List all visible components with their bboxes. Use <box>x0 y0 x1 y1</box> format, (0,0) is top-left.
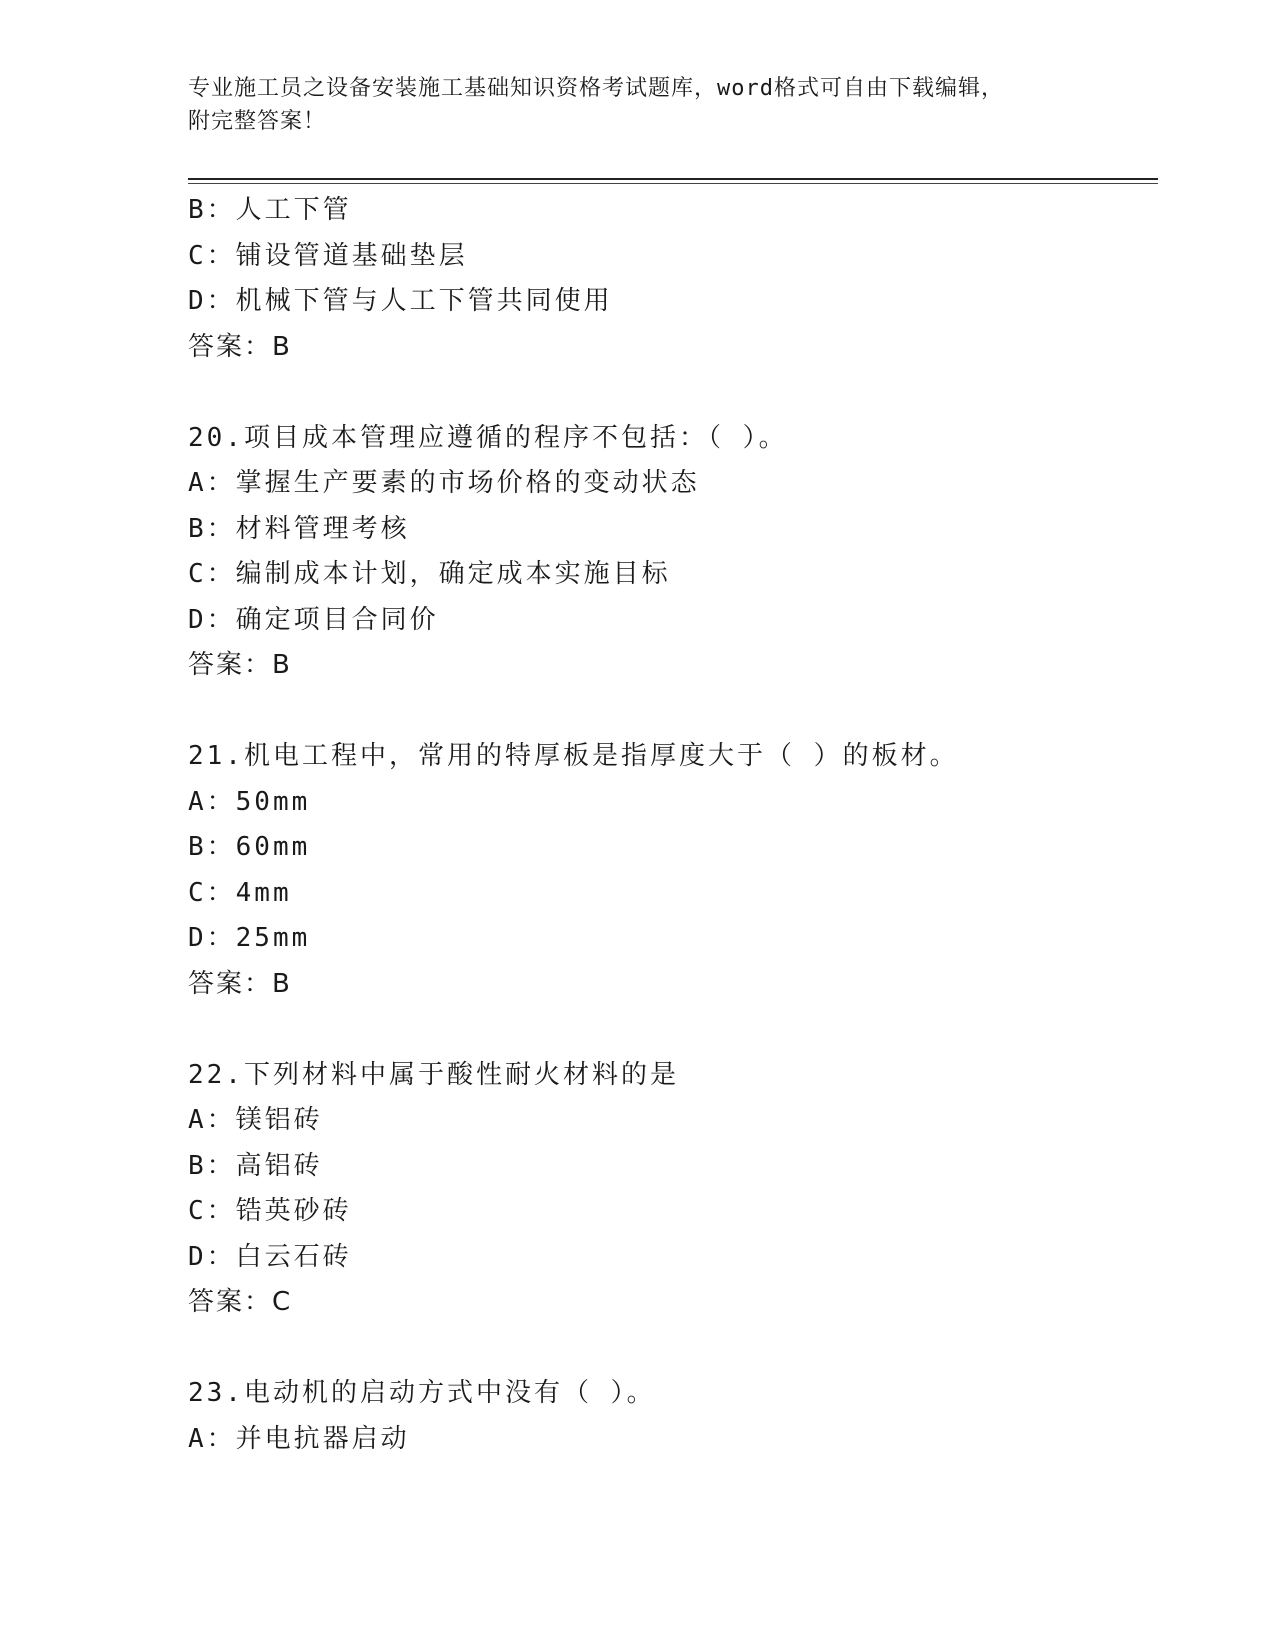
header-divider-thick <box>188 178 1158 180</box>
answer-line: 答案：B <box>188 968 292 999</box>
option-a: A：50mm <box>188 786 311 817</box>
option-c: C：铺设管道基础垫层 <box>188 240 468 271</box>
option-a: A：镁铝砖 <box>188 1105 323 1135</box>
question-stem: 22.下列材料中属于酸性耐火材料的是 <box>188 1059 679 1090</box>
question-23-partial <box>188 1371 1158 1462</box>
answer-line: 答案：B <box>188 331 292 362</box>
answer-line: 答案：C <box>188 1287 293 1317</box>
option-d: D：白云石砖 <box>188 1241 352 1272</box>
answer-line: 答案：B <box>188 650 292 680</box>
question-list <box>188 188 1158 1462</box>
header-divider-thin <box>188 183 1158 184</box>
spacer <box>188 689 1158 735</box>
question-22 <box>188 1053 1158 1326</box>
question-19-partial <box>188 188 1158 370</box>
option-d: D：确定项目合同价 <box>188 604 439 635</box>
option-c: C：锆英砂砖 <box>188 1196 352 1226</box>
question-stem: 21.机电工程中，常用的特厚板是指厚度大于（ ）的板材。 <box>188 741 959 771</box>
option-b: B：人工下管 <box>188 195 352 225</box>
question-stem: 20.项目成本管理应遵循的程序不包括：（ ）。 <box>188 422 788 453</box>
option-b: B：材料管理考核 <box>188 513 410 544</box>
option-c: C：编制成本计划，确定成本实施目标 <box>188 559 671 589</box>
header-line-2: 附完整答案！ <box>188 109 327 134</box>
option-d: D：25mm <box>188 923 311 953</box>
option-a: A：掌握生产要素的市场价格的变动状态 <box>188 468 700 498</box>
header-line-1: 专业施工员之设备安装施工基础知识资格考试题库，word格式可自由下载编辑， <box>188 76 1004 101</box>
option-b: B：高铝砖 <box>188 1150 323 1181</box>
spacer <box>188 370 1158 416</box>
document-header <box>188 72 1088 138</box>
question-stem: 23.电动机的启动方式中没有（ ）。 <box>188 1378 656 1408</box>
question-21 <box>188 734 1158 1007</box>
option-c: C：4mm <box>188 877 292 908</box>
spacer <box>188 1007 1158 1053</box>
option-d: D：机械下管与人工下管共同使用 <box>188 286 613 316</box>
option-b: B：60mm <box>188 832 311 862</box>
spacer <box>188 1326 1158 1372</box>
question-20 <box>188 416 1158 689</box>
option-a: A：并电抗器启动 <box>188 1423 410 1454</box>
